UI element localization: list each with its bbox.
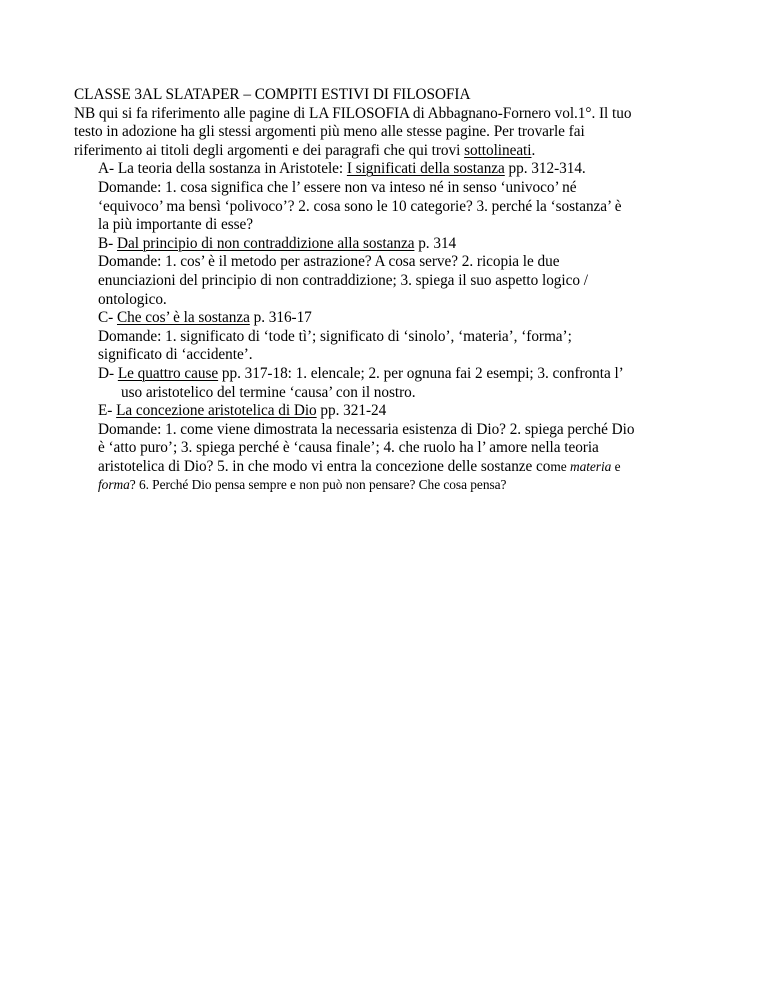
section-e-question-4 <box>74 476 714 495</box>
section-e-heading <box>74 402 714 421</box>
section-b-pages: p. 314 <box>414 234 457 252</box>
section-e-question-2: è ‘atto puro’; 3. spiega perché è ‘causa finale’; 4. che ruolo ha l’ amore nella teoria <box>98 439 599 457</box>
section-c-heading <box>74 309 714 328</box>
section-a-question-3: la più importante di esse? <box>98 216 254 234</box>
section-e-q3-small-2: e <box>611 458 621 474</box>
section-e-q3-text: aristotelica di Dio? 5. in che modo vi entra la concezione delle sostanze co <box>98 457 551 475</box>
section-a-prefix: A- La teoria della sostanza in Aristotele: <box>98 160 347 178</box>
section-e-prefix: E- <box>98 402 117 420</box>
section-e-q3-italic: materia <box>569 458 612 474</box>
section-c-pages: p. 316-17 <box>249 309 312 327</box>
intro-line-3 <box>74 142 714 161</box>
section-c-question-1: Domande: 1. significato di ‘tode tì’; significato di ‘sinolo’, ‘materia’, ‘forma’; <box>98 327 572 345</box>
section-b-prefix: B- <box>98 234 117 252</box>
section-c-prefix: C- <box>98 309 117 327</box>
section-a-heading <box>74 160 714 179</box>
section-a-question-2: ‘equivoco’ ma bensì ‘polivoco’? 2. cosa sono le 10 categorie? 3. perché la ‘sostanza’ è <box>98 197 622 215</box>
document-page <box>74 86 714 495</box>
section-d-underlined: Le quattro cause <box>117 364 219 382</box>
intro-text: riferimento ai titoli degli argomenti e dei paragrafi che qui trovi <box>74 141 465 159</box>
section-a-underlined: I significati della sostanza <box>346 160 505 178</box>
document-title: CLASSE 3AL SLATAPER – COMPITI ESTIVI DI FILOSOFIA <box>74 86 471 103</box>
intro-line-1: NB qui si fa riferimento alle pagine di LA FILOSOFIA di Abbagnano-Fornero vol.1°. Il tuo <box>74 104 632 122</box>
section-e-question-3 <box>74 458 714 477</box>
section-c-underlined: Che cos’ è la sostanza <box>116 309 250 327</box>
section-b-question-3: ontologico. <box>98 290 167 308</box>
section-d-prefix: D- <box>98 364 118 382</box>
section-b-heading <box>74 235 714 254</box>
section-e-q4-text: ? 6. Perché Dio pensa sempre e non può non pensare? Che cosa pensa? <box>129 477 507 493</box>
section-e-q4-italic: forma <box>98 477 130 493</box>
section-a-question-1: Domande: 1. cosa significa che l’ essere non va inteso né in senso ‘univoco’ né <box>98 178 577 196</box>
section-d-pages: pp. 317-18: 1. elencale; 2. per ognuna fai 2 esempi; 3. confronta l’ <box>218 364 624 382</box>
section-e-question-1: Domande: 1. come viene dimostrata la necessaria esistenza di Dio? 2. spiega perché Dio <box>98 420 635 438</box>
section-d-heading <box>74 365 714 384</box>
section-c-question-2: significato di ‘accidente’. <box>98 346 253 364</box>
section-d-question-1: uso aristotelico del termine ‘causa’ con il nostro. <box>121 383 416 401</box>
section-a-pages: pp. 312-314. <box>504 160 586 178</box>
section-b-question-2: enunciazioni del principio di non contraddizione; 3. spiega il suo aspetto logico / <box>98 271 588 289</box>
section-e-q3-small: me <box>550 458 570 474</box>
section-e-underlined: La concezione aristotelica di Dio <box>116 402 317 420</box>
section-b-underlined: Dal principio di non contraddizione alla sostanza <box>116 234 415 252</box>
section-e-pages: pp. 321-24 <box>316 402 387 420</box>
section-b-question-1: Domande: 1. cos’ è il metodo per astrazione? A cosa serve? 2. ricopia le due <box>98 253 560 271</box>
intro-period: . <box>531 141 536 159</box>
intro-line-2: testo in adozione ha gli stessi argomenti più meno alle stesse pagine. Per trovarle fai <box>74 123 585 141</box>
underlined-word: sottolineati <box>464 141 532 159</box>
